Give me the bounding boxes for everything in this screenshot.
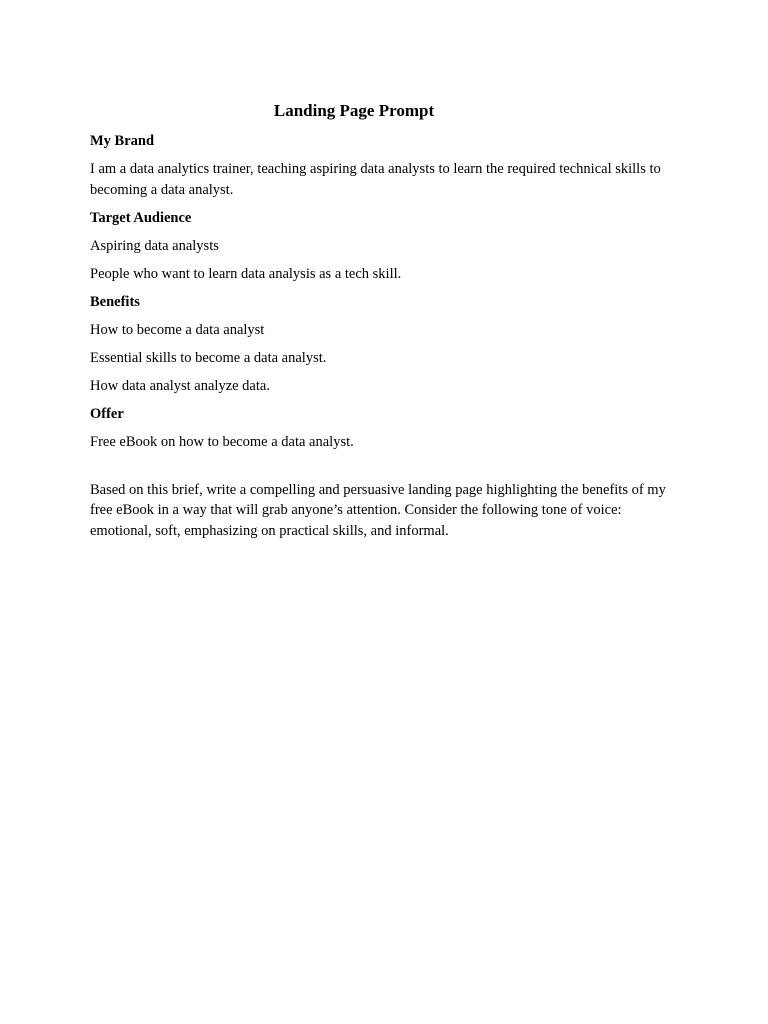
brief-paragraph: Based on this brief, write a compelling and persuasive landing page highlighting the benefits of my free eBook in a way that will grab anyone’s attention. Consider the following tone of voice: emotional, soft, emphasizing on practical skills, and informal. xyxy=(90,481,666,539)
benefit-item: How to become a data analyst xyxy=(90,321,265,338)
section-heading-brand: My Brand xyxy=(90,133,155,149)
document-body xyxy=(90,131,680,549)
audience-item: People who want to learn data analysis as a tech skill. xyxy=(90,265,402,282)
page-title: Landing Page Prompt xyxy=(273,101,435,120)
section-heading-benefits: Benefits xyxy=(90,293,140,310)
brand-paragraph: I am a data analytics trainer, teaching aspiring data analysts to learn the required technical skills to becoming a data analyst. xyxy=(90,161,661,198)
benefit-item: How data analyst analyze data. xyxy=(90,377,270,394)
section-heading-audience: Target Audience xyxy=(90,209,192,226)
section-heading-offer: Offer xyxy=(90,405,124,422)
audience-item: Aspiring data analysts xyxy=(90,237,219,254)
offer-paragraph: Free eBook on how to become a data analyst. xyxy=(90,433,354,450)
benefit-item: Essential skills to become a data analyst. xyxy=(90,349,327,366)
blank-line xyxy=(90,460,680,480)
